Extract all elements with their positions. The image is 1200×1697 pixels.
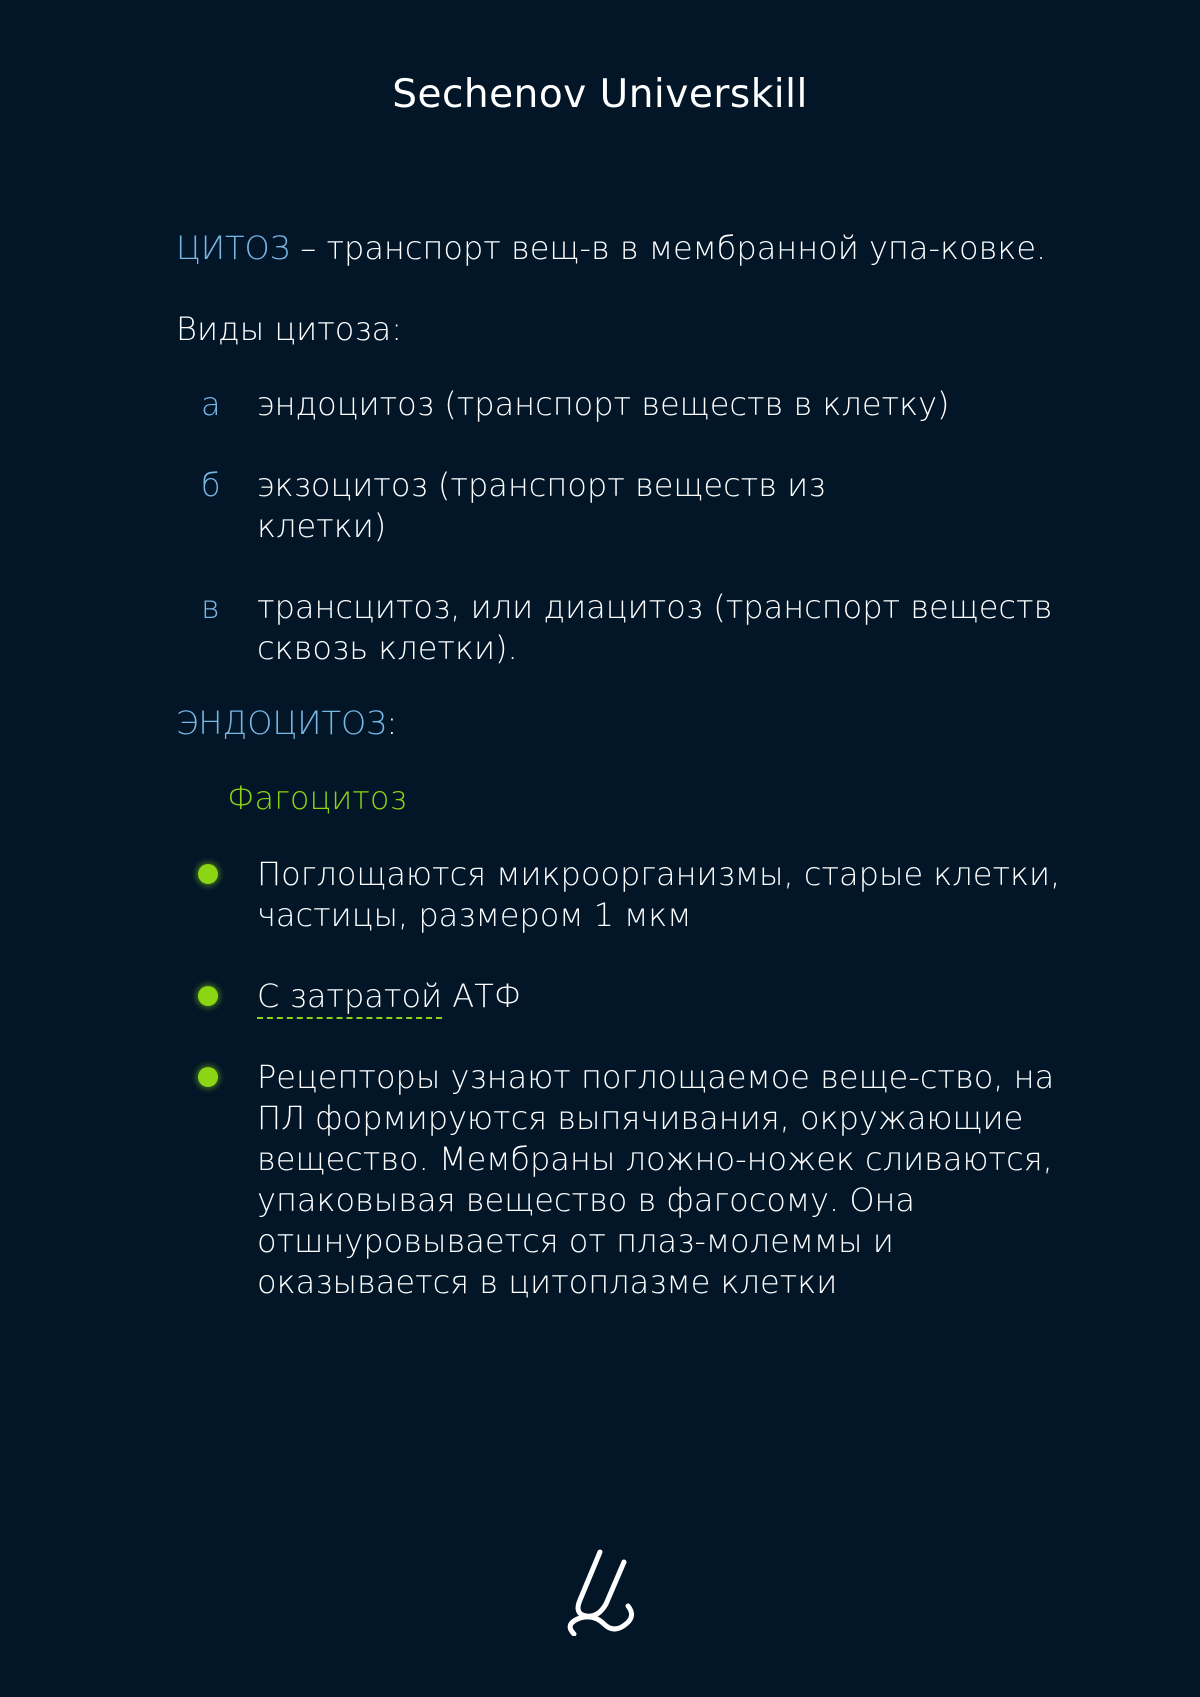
bullet-dot-icon: [198, 864, 218, 884]
bullet-item: [176, 1057, 1076, 1303]
bullet-dot-icon: [198, 986, 218, 1006]
phagocytosis-bullets: [176, 854, 1076, 1303]
content: [176, 228, 1076, 1343]
page-title: Sechenov Universkill: [392, 72, 808, 117]
bullet-text: Поглощаются микроорганизмы, старые клетки, частицы, размером 1 мкм: [257, 855, 1061, 934]
bullet-item: [176, 976, 1076, 1017]
endocytosis-heading: [176, 703, 1076, 744]
list-item-text: трансцитоз, или диацитоз (транспорт веществ сквозь клетки).: [257, 588, 1053, 667]
universkill-logo-icon: [560, 1548, 640, 1636]
list-item-text: экзоцитоз (транспорт веществ из клетки): [257, 466, 826, 545]
list-marker: б: [201, 466, 221, 504]
types-label: Виды цитоза:: [176, 310, 403, 348]
bullet-item: [176, 854, 1076, 936]
list-item: [176, 384, 1076, 425]
list-item: [176, 465, 1076, 547]
bullet-text: Рецепторы узнают поглощаемое веще-ство, на ПЛ формируются выпячивания, окружающие вещество. Мембраны ложно-ножек сливаются, упаковывая вещество в фагосому. Она отшнуровывается от плаз-молеммы и оказывается в цитоплазме клетки: [257, 1058, 1055, 1301]
list-item-text: эндоцитоз (транспорт веществ в клетку): [257, 385, 950, 423]
phagocytosis-subheading: Фагоцитоз: [227, 779, 407, 817]
definition-text: – транспорт вещ-в в мембранной упа-ковке.: [290, 229, 1047, 267]
bullet-text: АТФ: [442, 977, 522, 1015]
heading-colon: :: [386, 704, 398, 742]
term-cytosis: ЦИТОЗ: [176, 229, 291, 267]
cytosis-definition: [176, 228, 1076, 269]
cytosis-types-list: [176, 384, 1076, 669]
underlined-term: С затратой: [257, 977, 442, 1019]
list-marker: а: [201, 385, 221, 423]
list-marker: в: [201, 588, 220, 626]
endocytosis-term: ЭНДОЦИТОЗ: [176, 704, 387, 742]
list-item: [176, 587, 1076, 669]
bullet-dot-icon: [198, 1067, 218, 1087]
